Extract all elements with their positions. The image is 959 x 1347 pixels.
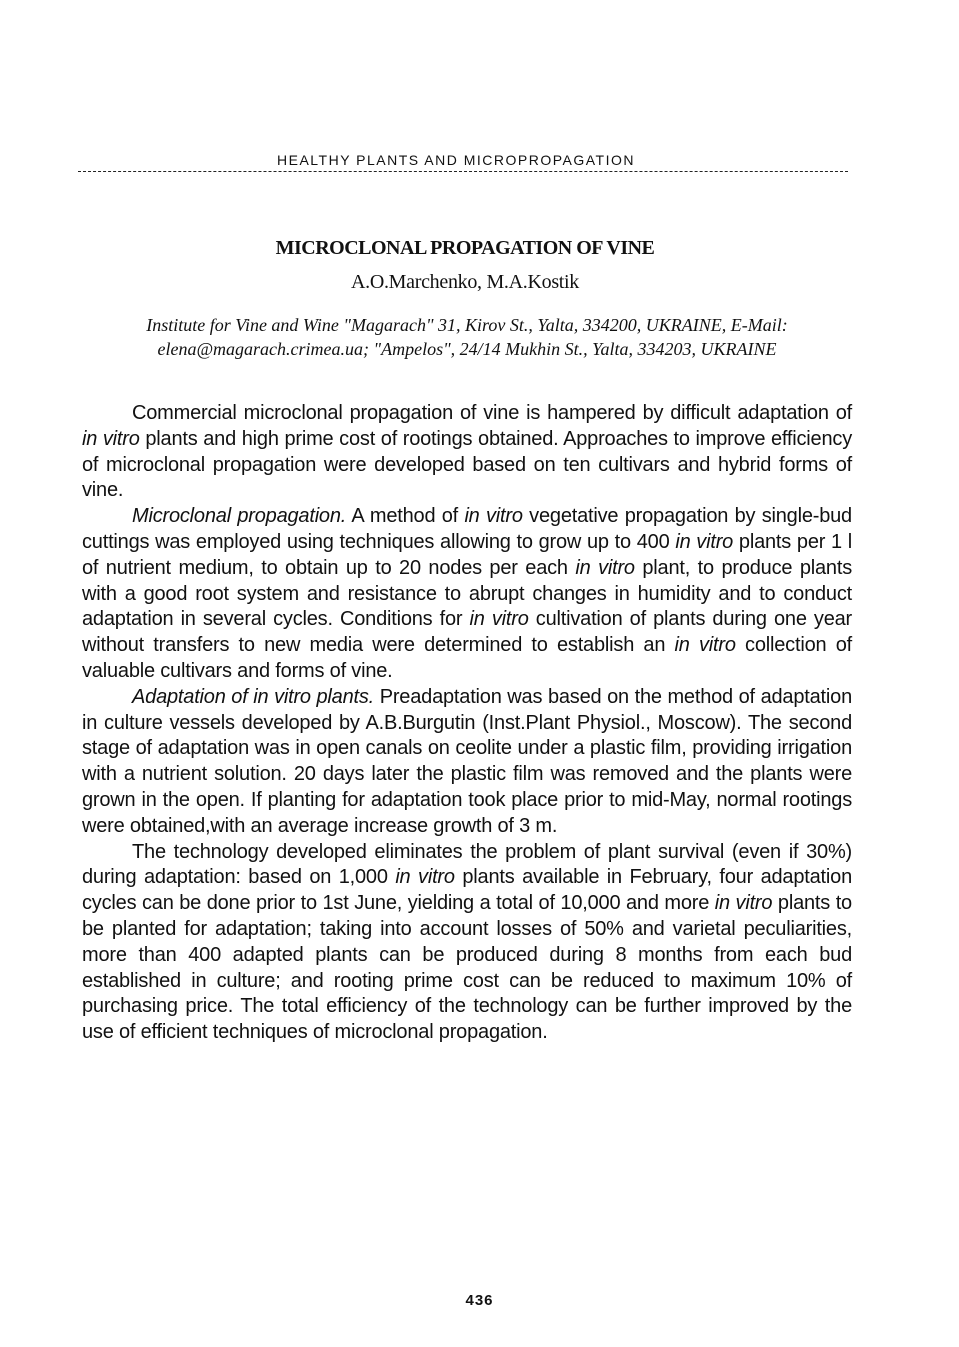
- paragraph-technology: The technology developed eliminates the problem of plant survival (even if 30%) during adaptation: based on 1,000 in vitro plants available in February, four adaptation cycles can be done prior to 1st June, yielding a total of 10,000 and more in vitro plants to be planted for adaptation; taking into account losses of 50% and varietal peculiarities, more than 400 adapted plants can be produced during 8 months from each bud established in culture; and rooting prime cost can be reduced to maximum 10% of purchasing price. The total efficiency of the technology can be further improved by the use of efficient techniques of microclonal propagation.: [82, 840, 852, 1044]
- paragraph-intro: Commercial microclonal propagation of vine is hampered by difficult adaptation of in vitro plants and high prime cost of rootings obtained. Approaches to improve efficiency of microclonal propagation were developed based on ten cultivars and hybrid forms of vine.: [82, 402, 853, 502]
- section-lead: Microclonal propagation.: [132, 505, 347, 528]
- abstract-body: [82, 401, 852, 1046]
- section-lead: Adaptation of in vitro plants.: [132, 685, 375, 708]
- paper-authors: A.O.Marchenko, M.A.Kostik: [350, 271, 580, 293]
- running-header: [78, 152, 848, 172]
- paragraph-microclonal-propagation: Microclonal propagation. A method of in vitro vegetative propagation by single-bud cuttings was employed using techniques allowing to grow up to 400 in vitro plants per 1 l of nutrient medium, to obtain up to 20 nodes per each in vitro plant, to produce plants with a good root system and resistance to abrupt changes in humidity and to conduct adaptation in several cycles. Conditions for in vitro cultivation of plants during one year without transfers to new media were determined to establish an in vitro collection of valuable cultivars and forms of vine.: [82, 505, 853, 682]
- paper-affiliation: Institute for Vine and Wine "Magarach" 31, Kirov St., Yalta, 334200, UKRAINE, E-Mail: elena@magarach.crimea.ua; "Ampelos", 24/14 Mukhin St., Yalta, 334203, UKRAINE: [146, 315, 788, 359]
- page-number: 436: [465, 1292, 494, 1309]
- paragraph-adaptation: Adaptation of in vitro plants. Preadaptation was based on the method of adaptation in culture vessels developed by A.B.Burgutin (Inst.Plant Physiol., Moscow). The second stage of adaptation was in open canals on ceolite under a plastic film, providing irrigation with a nutrient solution. 20 days later the plastic film was removed and the plants were grown in the open. If planting for adaptation took place prior to mid-May, normal rootings were obtained,with an average increase growth of 3 m.: [82, 685, 852, 837]
- running-header-text: HEALTHY PLANTS AND MICROPROPAGATION: [277, 152, 635, 168]
- paper-title: MICROCLONAL PROPAGATION OF VINE: [275, 237, 655, 259]
